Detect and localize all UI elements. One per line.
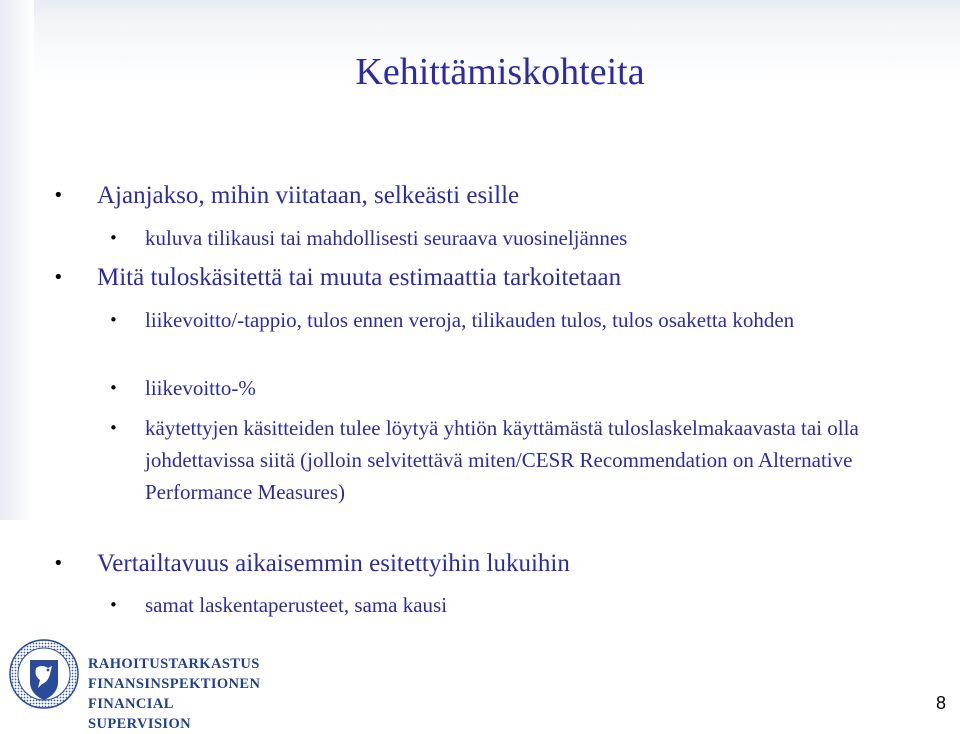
bullet-1-text: Ajanjakso, mihin viitataan, selkeästi esille [97,182,520,209]
bullet-dot: • [53,185,64,206]
sub-bullet-dot: • [109,419,118,437]
bullet-2-text: Mitä tuloskäsitettä tai muuta estimaattia tarkoitetaan [97,264,622,291]
slide-title: Kehittämiskohteita [355,51,645,93]
organization-logo [8,630,261,732]
sub-bullet-2-2 [109,372,935,404]
sub-bullet-1-1-text: kuluva tilikausi tai mahdollisesti seuraava vuosineljännes [145,226,628,250]
bullet-dot: • [53,267,64,288]
sub-bullet-2-3 [109,412,935,508]
sub-bullet-3-1-text: samat laskentaperusteet, sama kausi [145,593,448,617]
org-name-sv: FINANSINSPEKTIONEN [88,676,261,692]
lion-seal-icon [8,630,80,718]
sub-bullet-dot: • [109,229,118,247]
sub-bullet-dot: • [109,379,118,397]
sub-bullet-1-1 [109,222,935,254]
bullet-3-text: Vertailtavuus aikaisemmin esitettyihin lukuihin [97,550,570,577]
page-number: 8 [935,693,946,713]
org-name-fi: RAHOITUSTARKASTUS [88,656,260,672]
sub-bullet-2-3-text: käytettyjen käsitteiden tulee löytyä yhtiön käyttämästä tuloslaskelmakaavasta tai olla johdettavissa siitä (jolloin selvitettävä miten/CESR Recommendation on Alternative Performance Measures) [145,416,859,504]
organization-name [88,654,260,734]
sub-bullet-2-2-text: liikevoitto-% [145,376,256,400]
org-name-en: FINANCIAL SUPERVISION [88,696,191,732]
sub-bullet-2-1-text: liikevoitto/-tappio, tulos ennen veroja, tilikauden tulos, tulos osaketta kohden [145,308,795,332]
sub-bullet-3-1 [109,589,935,621]
bullet-1 [53,180,520,212]
bullet-2 [53,262,622,294]
sub-bullet-2-1 [109,304,935,336]
sub-bullet-dot: • [109,311,118,329]
bullet-dot: • [53,553,64,574]
bullet-3 [53,548,570,580]
sub-bullet-dot: • [109,596,118,614]
